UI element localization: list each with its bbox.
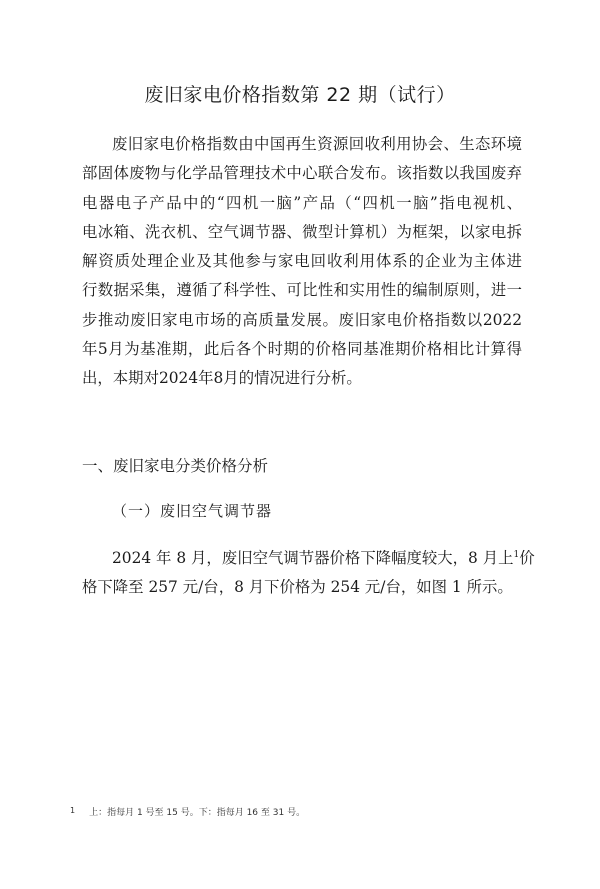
intro-line: 部固体废物与化学品管理技术中心联合发布。该指数以我国废弃 <box>82 164 522 183</box>
footnote-reference[interactable]: 1 <box>513 550 520 560</box>
footnote-marker: 1 <box>70 806 76 815</box>
intro-line: 电冰箱、洗衣机、空气调节器、微型计算机）为框架，以家电拆 <box>82 222 522 241</box>
intro-paragraph <box>82 130 522 394</box>
aircon-line-1-text: 2024 年 8 月，废旧空气调节器价格下降幅度较大，8 月上 <box>112 549 514 567</box>
intro-line: 行数据采集，遵循了科学性、可比性和实用性的编制原则，进一 <box>82 281 522 300</box>
aircon-line-1-tail: 价 <box>519 549 535 567</box>
footnote <box>70 805 305 818</box>
footnote-text: 上：指每月 1 号至 15 号。下：指每月 16 至 31 号。 <box>89 808 306 818</box>
aircon-paragraph <box>82 544 535 603</box>
intro-line: 解资质处理企业及其他参与家电回收利用体系的企业为主体进 <box>82 252 522 271</box>
intro-line: 出，本期对2024年8月的情况进行分析。 <box>82 369 362 388</box>
intro-line: 电器电子产品中的“四机一脑”产品（“四机一脑”指电视机、 <box>82 193 522 212</box>
subsection-heading: （一）废旧空气调节器 <box>112 502 273 520</box>
section-heading: 一、废旧家电分类价格分析 <box>82 457 269 475</box>
intro-line: 年5月为基准期，此后各个时期的价格同基准期价格相比计算得 <box>82 340 522 359</box>
page-title: 废旧家电价格指数第 22 期（试行） <box>144 84 456 106</box>
aircon-line-2: 格下降至 257 元/台，8 月下价格为 254 元/台，如图 1 所示。 <box>82 578 513 597</box>
intro-line: 废旧家电价格指数由中国再生资源回收利用协会、生态环境 <box>112 135 522 153</box>
intro-line: 步推动废旧家电市场的高质量发展。废旧家电价格指数以2022 <box>82 310 522 329</box>
aircon-line-1 <box>82 544 535 573</box>
